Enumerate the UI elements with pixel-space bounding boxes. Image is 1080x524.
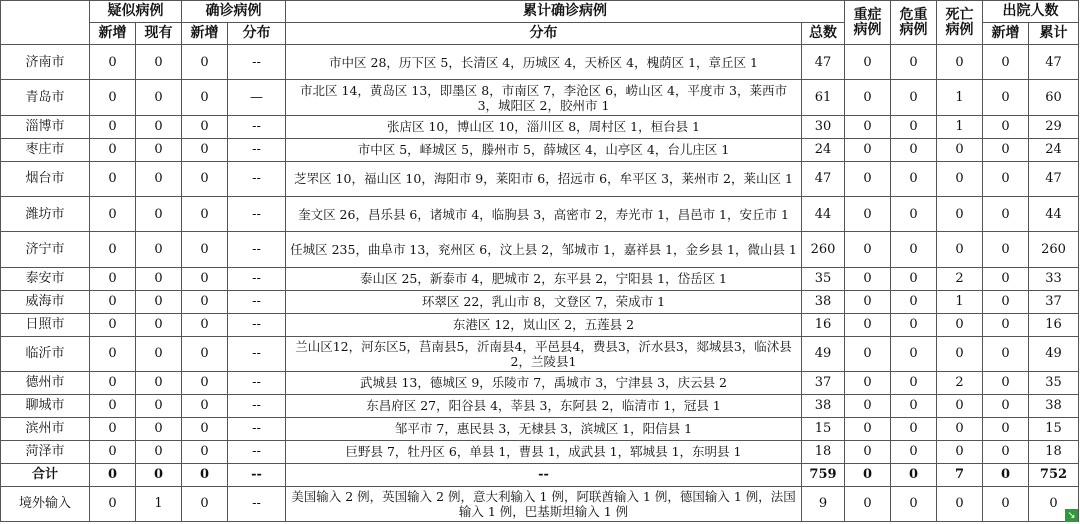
confirmed-dist-cell: -- (228, 486, 286, 522)
severe-cell: 0 (845, 232, 891, 267)
suspected-new-cell: 0 (90, 394, 136, 417)
confirmed-dist-cell: — (228, 80, 286, 115)
table-row (1, 336, 1079, 371)
confirmed-new-cell: 0 (182, 267, 228, 290)
suspected-current-cell: 0 (136, 138, 182, 161)
header-confirmed-new: 新增 (182, 23, 228, 45)
total-cell: 18 (802, 440, 845, 463)
distribution-cell: 东港区 12，岚山区 2，五莲县 2 (286, 313, 802, 336)
discharged-new-cell: 0 (983, 313, 1029, 336)
distribution-cell: 巨野县 7，牡丹区 6，单县 1，曹县 1，成武县 1，郓城县 1，东明县 1 (286, 440, 802, 463)
total-cell: 44 (802, 197, 845, 232)
suspected-new-cell: 0 (90, 161, 136, 196)
city-cell: 泰安市 (1, 267, 90, 290)
discharged-new-cell: 0 (983, 440, 1029, 463)
suspected-new-cell: 0 (90, 440, 136, 463)
table-row (1, 80, 1079, 115)
confirmed-dist-cell: -- (228, 290, 286, 313)
confirmed-new-cell: 0 (182, 45, 228, 80)
death-cell: 1 (937, 290, 983, 313)
suspected-current-cell: 0 (136, 115, 182, 138)
confirmed-new-cell: 0 (182, 440, 228, 463)
confirmed-new-cell: 0 (182, 80, 228, 115)
city-cell: 临沂市 (1, 336, 90, 371)
critical-cell: 0 (891, 463, 937, 486)
critical-cell: 0 (891, 115, 937, 138)
confirmed-dist-cell: -- (228, 394, 286, 417)
severe-cell: 0 (845, 336, 891, 371)
header-suspected-current: 现有 (136, 23, 182, 45)
city-cell: 烟台市 (1, 161, 90, 196)
table-row (1, 267, 1079, 290)
severe-cell: 0 (845, 371, 891, 394)
header-suspected-new: 新增 (90, 23, 136, 45)
header-death: 死亡 病例 (937, 1, 983, 45)
table-row (1, 371, 1079, 394)
total-cell: 9 (802, 486, 845, 522)
death-cell: 2 (937, 267, 983, 290)
discharged-new-cell: 0 (983, 290, 1029, 313)
severe-cell: 0 (845, 313, 891, 336)
severe-cell: 0 (845, 197, 891, 232)
total-cell: 759 (802, 463, 845, 486)
confirmed-dist-cell: -- (228, 138, 286, 161)
table-row (1, 394, 1079, 417)
confirmed-dist-cell: -- (228, 313, 286, 336)
critical-cell: 0 (891, 197, 937, 232)
confirmed-dist-cell: -- (228, 232, 286, 267)
distribution-cell: 环翠区 22，乳山市 8，文登区 7，荣成市 1 (286, 290, 802, 313)
confirmed-new-cell: 0 (182, 463, 228, 486)
city-cell: 济宁市 (1, 232, 90, 267)
confirmed-dist-cell: -- (228, 463, 286, 486)
discharged-cumulative-cell: 44 (1029, 197, 1079, 232)
suspected-new-cell: 0 (90, 463, 136, 486)
confirmed-dist-cell: -- (228, 267, 286, 290)
death-cell: 0 (937, 336, 983, 371)
severe-cell: 0 (845, 115, 891, 138)
death-cell: 0 (937, 197, 983, 232)
suspected-new-cell: 0 (90, 486, 136, 522)
discharged-cumulative-cell: 47 (1029, 161, 1079, 196)
distribution-cell: 市北区 14，黄岛区 13，即墨区 8，市南区 7，李沧区 6，崂山区 4，平度市 3，莱西市 3，城阳区 2，胶州市 1 (286, 80, 802, 115)
critical-cell: 0 (891, 440, 937, 463)
discharged-cumulative-cell: 29 (1029, 115, 1079, 138)
discharged-cumulative-cell: 260 (1029, 232, 1079, 267)
table-row (1, 161, 1079, 196)
confirmed-new-cell: 0 (182, 197, 228, 232)
discharged-cumulative-cell: 37 (1029, 290, 1079, 313)
discharged-new-cell: 0 (983, 115, 1029, 138)
suspected-current-cell: 0 (136, 290, 182, 313)
confirmed-new-cell: 0 (182, 336, 228, 371)
death-cell: 0 (937, 161, 983, 196)
death-cell: 0 (937, 417, 983, 440)
critical-cell: 0 (891, 371, 937, 394)
distribution-cell: 市中区 5，峄城区 5，滕州市 5，薛城区 4，山亭区 4，台儿庄区 1 (286, 138, 802, 161)
discharged-cumulative-cell: 60 (1029, 80, 1079, 115)
total-cell: 61 (802, 80, 845, 115)
total-cell: 15 (802, 417, 845, 440)
discharged-new-cell: 0 (983, 336, 1029, 371)
severe-cell: 0 (845, 394, 891, 417)
header-row-1 (1, 1, 1079, 23)
distribution-cell: -- (286, 463, 802, 486)
table-row (1, 115, 1079, 138)
total-cell: 38 (802, 394, 845, 417)
table-body (1, 45, 1079, 522)
confirmed-new-cell: 0 (182, 486, 228, 522)
city-cell: 滨州市 (1, 417, 90, 440)
suspected-new-cell: 0 (90, 232, 136, 267)
table-row (1, 45, 1079, 80)
discharged-cumulative-cell: 49 (1029, 336, 1079, 371)
suspected-new-cell: 0 (90, 80, 136, 115)
death-cell: 1 (937, 80, 983, 115)
death-cell: 1 (937, 115, 983, 138)
discharged-new-cell: 0 (983, 394, 1029, 417)
severe-cell: 0 (845, 267, 891, 290)
discharged-new-cell: 0 (983, 486, 1029, 522)
distribution-cell: 武城县 13，德城区 9，乐陵市 7，禹城市 3，宁津县 3，庆云县 2 (286, 371, 802, 394)
death-cell: 0 (937, 394, 983, 417)
suspected-new-cell: 0 (90, 115, 136, 138)
discharged-cumulative-cell: 38 (1029, 394, 1079, 417)
critical-cell: 0 (891, 138, 937, 161)
table-row (1, 232, 1079, 267)
header-discharged-new: 新增 (983, 23, 1029, 45)
import-row (1, 486, 1079, 522)
suspected-current-cell: 0 (136, 417, 182, 440)
total-cell: 38 (802, 290, 845, 313)
city-cell: 潍坊市 (1, 197, 90, 232)
city-cell: 枣庄市 (1, 138, 90, 161)
distribution-cell: 张店区 10，博山区 10，淄川区 8，周村区 1，桓台县 1 (286, 115, 802, 138)
discharged-cumulative-cell: 15 (1029, 417, 1079, 440)
total-cell: 37 (802, 371, 845, 394)
discharged-new-cell: 0 (983, 161, 1029, 196)
critical-cell: 0 (891, 45, 937, 80)
total-cell: 30 (802, 115, 845, 138)
severe-cell: 0 (845, 417, 891, 440)
suspected-new-cell: 0 (90, 45, 136, 80)
death-cell: 0 (937, 440, 983, 463)
confirmed-new-cell: 0 (182, 394, 228, 417)
table-row (1, 417, 1079, 440)
severe-cell: 0 (845, 80, 891, 115)
total-cell: 47 (802, 161, 845, 196)
discharged-new-cell: 0 (983, 45, 1029, 80)
download-icon[interactable]: ↘ (1065, 509, 1078, 522)
distribution-cell: 芝罘区 10，福山区 10，海阳市 9，莱阳市 6，招远市 6，牟平区 3，莱州市 2，莱山区 1 (286, 161, 802, 196)
distribution-cell: 美国输入 2 例，英国输入 2 例，意大利输入 1 例，阿联酋输入 1 例，德国输入 1 例，法国输入 1 例，巴基斯坦输入 1 例 (286, 486, 802, 522)
suspected-current-cell: 0 (136, 336, 182, 371)
severe-cell: 0 (845, 290, 891, 313)
city-cell: 聊城市 (1, 394, 90, 417)
suspected-new-cell: 0 (90, 197, 136, 232)
header-critical: 危重 病例 (891, 1, 937, 45)
suspected-current-cell: 0 (136, 197, 182, 232)
distribution-cell: 泰山区 25，新泰市 4，肥城市 2，东平县 2，宁阳县 1，岱岳区 1 (286, 267, 802, 290)
table-row (1, 138, 1079, 161)
city-cell: 合计 (1, 463, 90, 486)
discharged-cumulative-cell: 35 (1029, 371, 1079, 394)
confirmed-dist-cell: -- (228, 336, 286, 371)
header-discharged: 出院人数 (983, 1, 1079, 23)
severe-cell: 0 (845, 138, 891, 161)
city-cell: 淄博市 (1, 115, 90, 138)
discharged-new-cell: 0 (983, 232, 1029, 267)
severe-cell: 0 (845, 161, 891, 196)
suspected-new-cell: 0 (90, 267, 136, 290)
table-row (1, 290, 1079, 313)
death-cell: 0 (937, 313, 983, 336)
suspected-current-cell: 0 (136, 161, 182, 196)
city-cell: 威海市 (1, 290, 90, 313)
suspected-current-cell: 0 (136, 267, 182, 290)
discharged-cumulative-cell: 0 (1029, 486, 1079, 522)
suspected-new-cell: 0 (90, 336, 136, 371)
distribution-cell: 兰山区12，河东区5，莒南县5，沂南县4，平邑县4，费县3，沂水县3，郯城县3，临沭县2，兰陵县1 (286, 336, 802, 371)
confirmed-new-cell: 0 (182, 138, 228, 161)
discharged-new-cell: 0 (983, 463, 1029, 486)
critical-cell: 0 (891, 232, 937, 267)
total-cell: 47 (802, 45, 845, 80)
confirmed-new-cell: 0 (182, 313, 228, 336)
discharged-new-cell: 0 (983, 417, 1029, 440)
suspected-current-cell: 0 (136, 313, 182, 336)
header-dist-detail: 分布 (286, 23, 802, 45)
discharged-new-cell: 0 (983, 267, 1029, 290)
table-row (1, 313, 1079, 336)
suspected-current-cell: 0 (136, 440, 182, 463)
severe-cell: 0 (845, 463, 891, 486)
confirmed-dist-cell: -- (228, 161, 286, 196)
discharged-cumulative-cell: 47 (1029, 45, 1079, 80)
confirmed-dist-cell: -- (228, 45, 286, 80)
discharged-cumulative-cell: 16 (1029, 313, 1079, 336)
severe-cell: 0 (845, 486, 891, 522)
death-cell: 0 (937, 138, 983, 161)
suspected-new-cell: 0 (90, 371, 136, 394)
total-cell: 16 (802, 313, 845, 336)
total-cell: 49 (802, 336, 845, 371)
confirmed-dist-cell: -- (228, 417, 286, 440)
death-cell: 0 (937, 45, 983, 80)
header-confirmed: 确诊病例 (182, 1, 286, 23)
critical-cell: 0 (891, 290, 937, 313)
header-total: 总数 (802, 23, 845, 45)
critical-cell: 0 (891, 486, 937, 522)
critical-cell: 0 (891, 417, 937, 440)
confirmed-new-cell: 0 (182, 115, 228, 138)
death-cell: 0 (937, 232, 983, 267)
distribution-cell: 任城区 235，曲阜市 13，兖州区 6，汶上县 2，邹城市 1，嘉祥县 1，金乡县 1，微山县 1 (286, 232, 802, 267)
severe-cell: 0 (845, 440, 891, 463)
confirmed-dist-cell: -- (228, 115, 286, 138)
confirmed-dist-cell: -- (228, 440, 286, 463)
discharged-cumulative-cell: 24 (1029, 138, 1079, 161)
distribution-cell: 奎文区 26，昌乐县 6，诸城市 4，临朐县 3，高密市 2，寿光市 1，昌邑市 1，安丘市 1 (286, 197, 802, 232)
header-severe: 重症 病例 (845, 1, 891, 45)
suspected-current-cell: 0 (136, 232, 182, 267)
discharged-new-cell: 0 (983, 197, 1029, 232)
death-cell: 0 (937, 486, 983, 522)
city-cell: 境外输入 (1, 486, 90, 522)
suspected-current-cell: 0 (136, 463, 182, 486)
header-city (1, 1, 90, 45)
critical-cell: 0 (891, 161, 937, 196)
distribution-cell: 东昌府区 27，阳谷县 4，莘县 3，东阿县 2，临清市 1，冠县 1 (286, 394, 802, 417)
header-cumulative: 累计确诊病例 (286, 1, 845, 23)
discharged-cumulative-cell: 752 (1029, 463, 1079, 486)
confirmed-new-cell: 0 (182, 371, 228, 394)
death-cell: 2 (937, 371, 983, 394)
suspected-current-cell: 1 (136, 486, 182, 522)
distribution-cell: 邹平市 7，惠民县 3，无棣县 3，滨城区 1，阳信县 1 (286, 417, 802, 440)
table-row (1, 197, 1079, 232)
total-cell: 24 (802, 138, 845, 161)
confirmed-new-cell: 0 (182, 232, 228, 267)
discharged-new-cell: 0 (983, 80, 1029, 115)
suspected-new-cell: 0 (90, 138, 136, 161)
total-row (1, 463, 1079, 486)
critical-cell: 0 (891, 313, 937, 336)
critical-cell: 0 (891, 80, 937, 115)
discharged-cumulative-cell: 18 (1029, 440, 1079, 463)
table-row (1, 440, 1079, 463)
suspected-current-cell: 0 (136, 371, 182, 394)
death-cell: 7 (937, 463, 983, 486)
critical-cell: 0 (891, 336, 937, 371)
severe-cell: 0 (845, 45, 891, 80)
city-cell: 德州市 (1, 371, 90, 394)
header-suspected: 疑似病例 (90, 1, 182, 23)
suspected-new-cell: 0 (90, 290, 136, 313)
discharged-new-cell: 0 (983, 138, 1029, 161)
confirmed-new-cell: 0 (182, 417, 228, 440)
critical-cell: 0 (891, 394, 937, 417)
suspected-new-cell: 0 (90, 417, 136, 440)
suspected-current-cell: 0 (136, 80, 182, 115)
distribution-cell: 市中区 28，历下区 5，长清区 4，历城区 4，天桥区 4，槐荫区 1，章丘区 1 (286, 45, 802, 80)
confirmed-new-cell: 0 (182, 290, 228, 313)
city-cell: 日照市 (1, 313, 90, 336)
confirmed-dist-cell: -- (228, 371, 286, 394)
city-cell: 济南市 (1, 45, 90, 80)
confirmed-dist-cell: -- (228, 197, 286, 232)
critical-cell: 0 (891, 267, 937, 290)
suspected-current-cell: 0 (136, 45, 182, 80)
total-cell: 35 (802, 267, 845, 290)
discharged-new-cell: 0 (983, 371, 1029, 394)
city-cell: 青岛市 (1, 80, 90, 115)
header-discharged-cumulative: 累计 (1029, 23, 1079, 45)
discharged-cumulative-cell: 33 (1029, 267, 1079, 290)
city-cell: 菏泽市 (1, 440, 90, 463)
suspected-new-cell: 0 (90, 313, 136, 336)
suspected-current-cell: 0 (136, 394, 182, 417)
total-cell: 260 (802, 232, 845, 267)
header-confirmed-dist: 分布 (228, 23, 286, 45)
confirmed-new-cell: 0 (182, 161, 228, 196)
